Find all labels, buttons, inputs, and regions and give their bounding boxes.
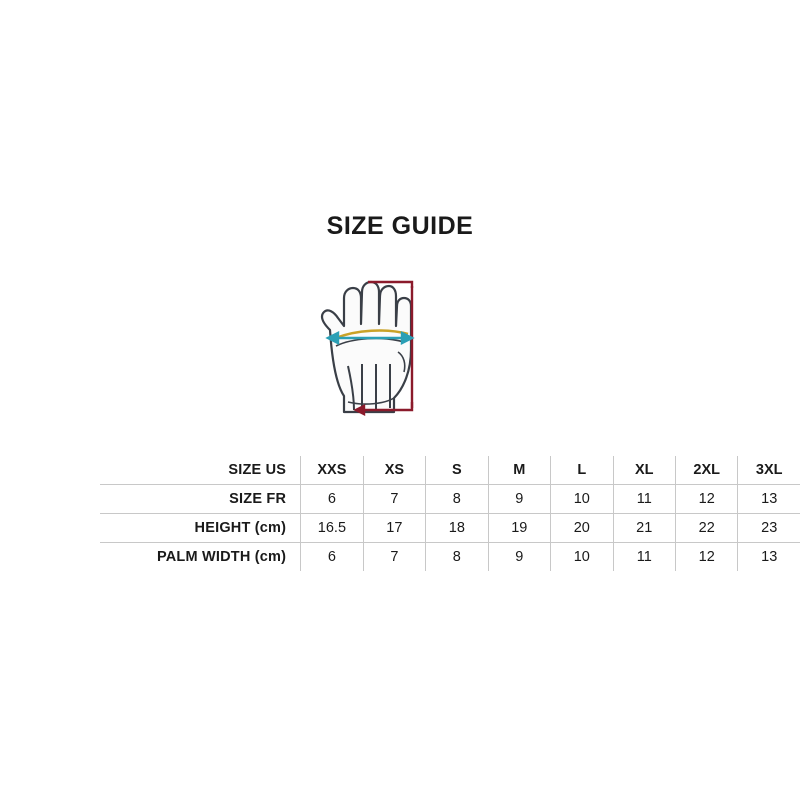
table-cell: 22: [675, 514, 737, 543]
hand-measurement-diagram: [300, 272, 430, 422]
table-cell: 20: [551, 514, 613, 543]
row-label: PALM WIDTH (cm): [156, 549, 287, 565]
table-cell: 13: [738, 543, 800, 572]
table-cell: 6: [301, 543, 363, 572]
table-cell: 10: [551, 543, 613, 572]
table-cell: 19: [488, 514, 550, 543]
row-label: SIZE US: [228, 462, 287, 478]
size-table: [100, 456, 800, 571]
table-cell: 18: [426, 514, 488, 543]
table-cell: 7: [363, 485, 425, 514]
table-row: [100, 456, 800, 485]
table-cell: 8: [426, 485, 488, 514]
table-cell: 16.5: [301, 514, 363, 543]
table-cell: 12: [675, 485, 737, 514]
table-cell: XL: [613, 456, 675, 485]
table-row: [100, 514, 800, 543]
table-cell: 6: [301, 485, 363, 514]
table-cell: 17: [363, 514, 425, 543]
table-cell: 11: [613, 543, 675, 572]
table-cell: 23: [738, 514, 800, 543]
table-cell: 2XL: [675, 456, 737, 485]
table-cell: 8: [426, 543, 488, 572]
glove-illustration: [322, 282, 411, 412]
table-cell: 9: [488, 543, 550, 572]
table-cell: XXS: [301, 456, 363, 485]
table-row: [100, 485, 800, 514]
table-cell: L: [551, 456, 613, 485]
table-cell: 13: [738, 485, 800, 514]
row-label: HEIGHT (cm): [194, 520, 287, 536]
table-cell: 3XL: [738, 456, 800, 485]
table-cell: 21: [613, 514, 675, 543]
row-label: SIZE FR: [229, 491, 287, 507]
table-row: [100, 543, 800, 572]
table-cell: M: [488, 456, 550, 485]
page-title: SIZE GUIDE: [326, 212, 474, 240]
table-cell: 9: [488, 485, 550, 514]
table-cell: S: [426, 456, 488, 485]
table-cell: 12: [675, 543, 737, 572]
table-cell: XS: [363, 456, 425, 485]
table-cell: 7: [363, 543, 425, 572]
table-cell: 10: [551, 485, 613, 514]
table-cell: 11: [613, 485, 675, 514]
